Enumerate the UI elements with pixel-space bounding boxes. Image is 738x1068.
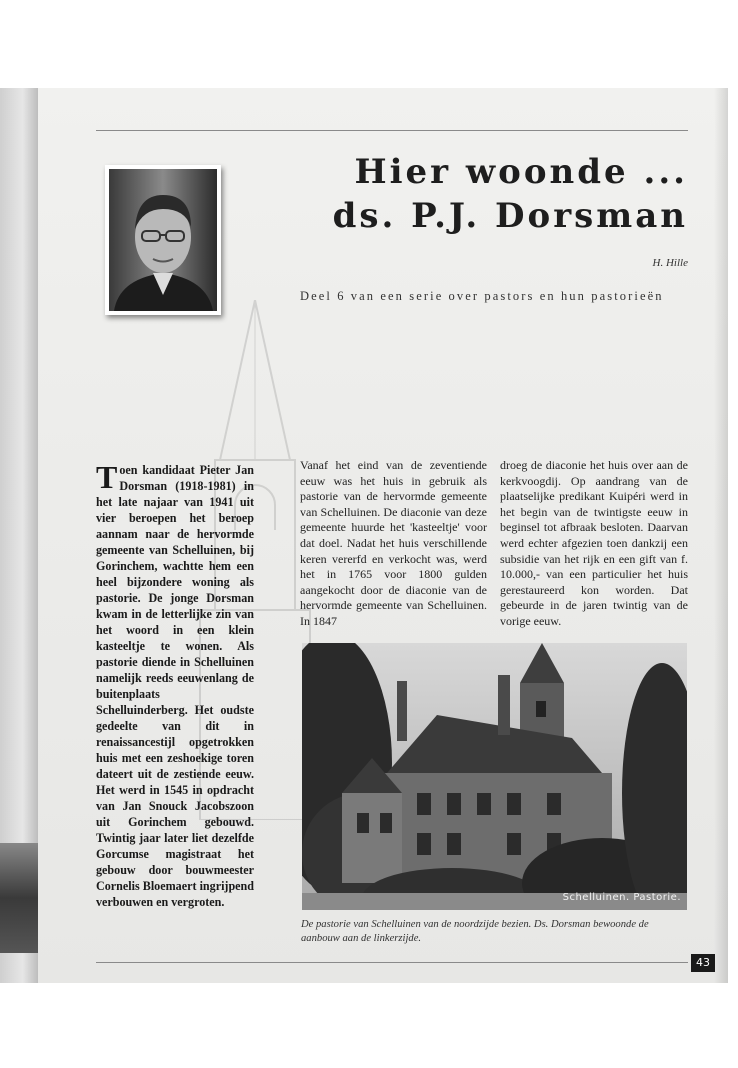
- parsonage-photo: [302, 643, 687, 910]
- drop-cap: T: [96, 459, 118, 495]
- body-column-1: [96, 459, 254, 910]
- body-column-3: droeg de diaconie het huis over aan de kerkvoogdij. Op aandrang van de plaatselijke predikant Kuipéri werd in het begin van de twintigste eeuw in beginsel tot afbraak besloten. Daarvan werd echter afgezien toen dankzij een subsidie van het rijk en een gift van f. 10.000,- van een particulier het huis gerestaureerd kon worden. Dat gebeurde in de jaren twintig van de vorige eeuw.: [500, 458, 688, 628]
- adjacent-page-edge: [0, 88, 38, 983]
- title-line-1: Hier woonde ...: [354, 152, 688, 192]
- adjacent-page-photo: [0, 843, 38, 953]
- bottom-rule: [96, 962, 688, 963]
- portrait-frame: [105, 165, 221, 315]
- column-1-text: oen kandidaat Pieter Jan Dorsman (1918-1981) in het late najaar van 1941 uit vier beroepen het beroep aannam naar de hervormde gemeente van Schelluinen, bij Gorinchem, wachtte hem een heel bijzondere woning als pastorie. De jonge Dorsman kwam in de letterlijke zin van het woord in een klein kasteeltje te wonen. Als pastorie diende in Schelluinen namelijk reeds eeuwenlang de buitenplaats Schelluinderberg. Het oudste gedeelte van dit in renaissancestijl opgetrokken huis met een zeshoekige toren dateert uit de zestiende eeuw. Het werd in 1545 in opdracht van Jan Snouck Jacobszoon uit Gorinchem gebouwd. Twintig jaar later liet dezelfde Gorcumse magistraat het gebouw door bouwmeester Cornelis Bloemaert ingrijpend verbouwen en vergroten.: [96, 463, 254, 909]
- article-title: [333, 150, 688, 238]
- title-line-2: ds. P.J. Dorsman: [332, 196, 688, 236]
- top-rule: [96, 130, 688, 131]
- photo-caption: De pastorie van Schelluinen van de noordzijde bezien. Ds. Dorsman bewoonde de aanbouw aan de linkerzijde.: [301, 919, 649, 944]
- page-number: 43: [691, 954, 715, 972]
- body-column-2: Vanaf het eind van de zeventiende eeuw was het huis in gebruik als pastorie van de hervormde gemeente van Schelluinen. De diaconie van deze gemeente huurde het 'kasteeltje' voor dat doel. Nadat het huis verschillende keren vererfd en verkocht was, werd het in 1765 voor 1800 gulden aangekocht door de diaconie van de hervormde gemeente van Schelluinen. In 1847: [300, 458, 487, 628]
- author-name: H. Hille: [652, 257, 688, 269]
- series-subtitle: Deel 6 van een serie over pastors en hun pastorieën: [300, 289, 664, 303]
- photo-label: Schelluinen. Pastorie.: [562, 892, 681, 903]
- portrait-photo: [109, 169, 217, 311]
